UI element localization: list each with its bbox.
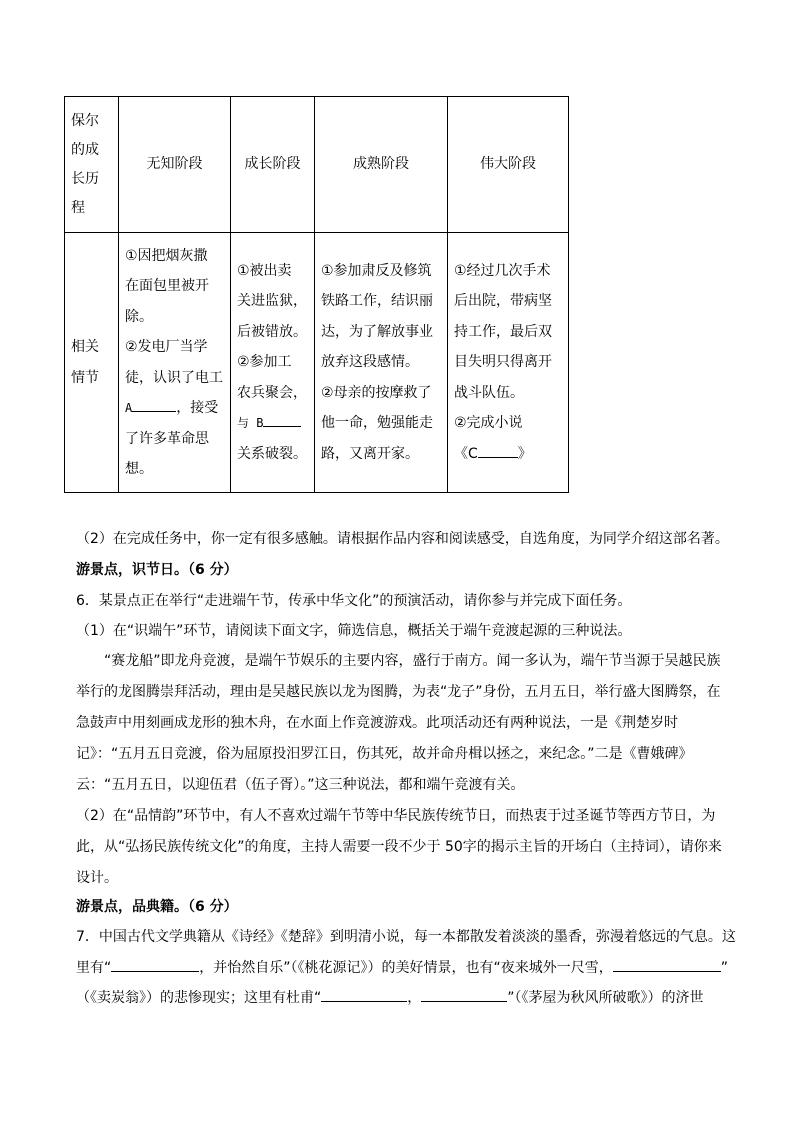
cell-line: 在面包里被开 xyxy=(125,278,209,294)
q7-text: ” xyxy=(720,960,729,976)
blank-label: A xyxy=(125,401,133,415)
stage-header: 伟大阶段 xyxy=(448,97,569,233)
cell-line: ①参加肃反及修筑 xyxy=(321,262,432,279)
cell-line: 达，为了解放事业 xyxy=(321,323,433,340)
answer-blank[interactable] xyxy=(321,1001,407,1002)
q7-text: 里有“ xyxy=(76,960,112,976)
cell-line: 放弃这段感情。 xyxy=(321,354,419,371)
cell-line: 后被错放。 xyxy=(237,323,307,340)
q7-text: ，并怡然自乐”（《桃花源记》）的美好情景，也有“夜来城外一尺雪， xyxy=(199,960,613,976)
answer-blank[interactable] xyxy=(421,1001,507,1002)
answer-blank[interactable] xyxy=(263,426,301,427)
answer-blank[interactable] xyxy=(613,971,721,972)
plot-cell xyxy=(315,233,448,493)
cell-line: ②完成小说 xyxy=(454,415,523,432)
cell-line: 持工作，最后双 xyxy=(454,323,552,340)
cell-line: ②参加工 xyxy=(237,354,292,371)
cell-line: 路，又离开家。 xyxy=(321,445,419,462)
blank-label: 《C xyxy=(454,445,478,462)
cell-line: 了许多革命思 xyxy=(125,430,209,447)
cell-line: 关系破裂。 xyxy=(237,445,307,462)
question-6-intro: 6．某景点正在举行“走进端午节，传承中华文化”的预演活动，请你参与并完成下面任务。 xyxy=(76,593,632,609)
blank-suffix: ，接受 xyxy=(176,400,219,416)
blank-suffix: 》 xyxy=(517,445,532,462)
cell-line: 农兵聚会， xyxy=(237,384,307,401)
stage-header: 无知阶段 xyxy=(119,97,231,233)
reading-passage: “赛龙船”即龙舟竞渡，是端午节娱乐的主要内容，盛行于南方。闻一多认为，端午节当源于吴越民族举行的龙图腾崇拜活动，理由是吴越民族以龙为图腾，为表“龙子”身份，五月五日，举行盛大图腾祭，在急鼓声中用刻画成龙形的独木舟，在水面上作竞渡游戏。此项活动还有两种说法，一是《荆楚岁时记》：“五月五日竞渡，俗为屈原投汨罗江日，伤其死，故并命舟楫以拯之，来纪念。”二是《曹娥碑》云：“五月五日，以迎伍君（伍子胥）。”这三种说法，都和端午竞渡有关。 xyxy=(76,653,721,793)
cell-line: ①经过几次手术 xyxy=(454,262,551,279)
stage-header: 成熟阶段 xyxy=(315,97,448,233)
question-6-1: （1）在“识端午”环节，请阅读下面文字，筛选信息，概括关于端午竞渡起源的三种说法。 xyxy=(76,623,632,639)
cell-line: 战斗队伍。 xyxy=(454,384,524,401)
q7-text: ”（《茅屋为秋风所破歌》）的济世 xyxy=(507,990,704,1006)
question-7-line xyxy=(76,988,726,1009)
cell-line: 铁路工作，结识丽 xyxy=(321,293,433,310)
cell-line xyxy=(125,393,224,424)
cell-line: 他一命，勉强能走 xyxy=(321,415,433,432)
cell-line: 徒，认识了电工 xyxy=(125,369,223,386)
cell-line xyxy=(454,439,562,470)
cell-line: ②发电厂当学 xyxy=(125,339,208,355)
question-6-2: （2）在“品情韵”环节中，有人不喜欢过端午节等中华民族传统节日，而热衷于过圣诞节等西方节日，为此，从“弘扬民族传统文化”的角度，主持人需要一段不少于 50字的揭示主旨的开场白（主持词），请你来设计。 xyxy=(76,808,722,886)
cell-line: 关进监狱， xyxy=(237,293,307,310)
plot-cell xyxy=(448,233,569,493)
cell-line: ①被出卖 xyxy=(237,262,292,279)
answer-blank[interactable] xyxy=(111,971,199,972)
row-label: 相关情节 xyxy=(65,233,119,493)
section-heading: 游景点，品典籍。（6 分） xyxy=(76,899,238,915)
plot-cell xyxy=(231,233,315,493)
section-heading: 游景点，识节日。（6 分） xyxy=(76,562,238,578)
q7-text: （《卖炭翁》）的悲惨现实；这里有杜甫“ xyxy=(76,990,322,1006)
cell-line: 想。 xyxy=(125,461,153,477)
question-5-2: （2）在完成任务中，你一定有很多感触。请根据作品内容和阅读感受，自选角度，为同学介绍这部名著。 xyxy=(76,531,729,547)
answer-blank[interactable] xyxy=(132,411,176,412)
cell-line: 目失明只得离开 xyxy=(454,354,552,371)
header-label: 保尔的成长历程 xyxy=(65,97,119,233)
plot-cell xyxy=(119,233,231,493)
question-7-line xyxy=(76,958,729,979)
cell-line: 除。 xyxy=(125,308,153,325)
q7-text: ， xyxy=(407,990,422,1006)
cell-line: ②母亲的按摩救了 xyxy=(321,384,432,401)
question-7-line: 7．中国古代文学典籍从《诗经》《楚辞》到明清小说，每一本都散发着淡淡的墨香，弥漫着悠远的气息。这 xyxy=(76,929,736,945)
blank-label: 与 B xyxy=(237,416,264,431)
stage-header: 成长阶段 xyxy=(231,97,315,233)
answer-blank[interactable] xyxy=(478,457,518,458)
cell-line: 后出院，带病坚 xyxy=(454,293,552,310)
cell-line: ①因把烟灰撒 xyxy=(125,247,208,264)
plot-table xyxy=(64,96,569,493)
cell-line xyxy=(237,408,308,439)
